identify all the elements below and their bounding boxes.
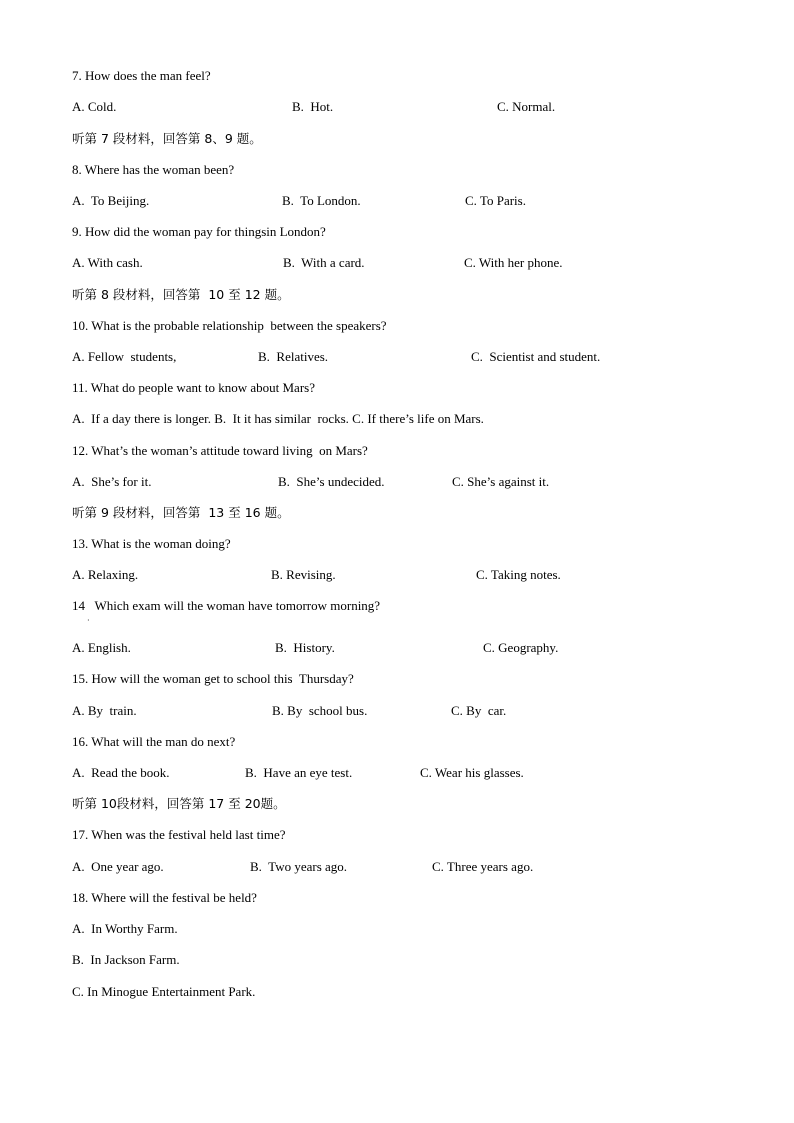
option-a: A. She’s for it. [72,474,152,489]
section-heading-10: 听第 10段材料，回答第 17 至 20题。 [72,796,286,811]
section-heading-9: 听第 9 段材料，回答第 13 至 16 题。 [72,505,290,520]
section-heading-7: 听第 7 段材料，回答第 8、9 题。 [72,131,262,146]
question-stem: 8. Where has the woman been? [72,162,235,177]
option-a: A. Fellow students, [72,349,177,364]
question-stem: 11. What do people want to know about Mars? [72,380,315,395]
section-heading-8: 听第 8 段材料，回答第 10 至 12 题。 [72,287,290,302]
option-c: C. In Minogue Entertainment Park. [72,984,256,999]
option-c: C. She’s against it. [452,474,550,489]
question-stem: 13. What is the woman doing? [72,536,231,551]
question-stem: 7. How does the man feel? [72,68,211,83]
option-c: C. With her phone. [464,255,563,270]
option-b: B. By school bus. [272,703,368,718]
option-b: B. Relatives. [258,349,329,364]
question-stem: 17. When was the festival held last time? [72,827,286,842]
question-stem: 14 Which exam will the woman have tomorrow morning? [72,598,381,613]
option-a: A. Relaxing. [72,567,139,582]
option-a: A. English. [72,640,131,655]
options-inline: A. If a day there is longer. B. It it has similar rocks. C. If there’s life on Mars. [72,411,484,426]
question-stem: 15. How will the woman get to school this Thursday? [72,671,354,686]
option-c: C. Taking notes. [476,567,561,582]
option-a: A. With cash. [72,255,143,270]
option-b: B. With a card. [283,255,365,270]
option-a: A. Cold. [72,99,117,114]
option-c: C. Wear his glasses. [420,765,524,780]
option-b: B. Hot. [292,99,334,114]
stray-mark: · [87,616,90,625]
option-c: C. Normal. [497,99,556,114]
question-stem: 18. Where will the festival be held? [72,890,257,905]
option-b: B. In Jackson Farm. [72,952,180,967]
option-b: B. She’s undecided. [278,474,385,489]
option-a: A. One year ago. [72,859,164,874]
option-c: C. Geography. [483,640,559,655]
option-c: C. Three years ago. [432,859,534,874]
question-stem: 10. What is the probable relationship between the speakers? [72,318,387,333]
question-stem: 12. What’s the woman’s attitude toward living on Mars? [72,443,368,458]
option-c: C. By car. [451,703,507,718]
question-stem: 9. How did the woman pay for thingsin London? [72,224,326,239]
option-b: B. Revising. [271,567,336,582]
option-c: C. To Paris. [465,193,526,208]
option-b: B. Two years ago. [250,859,348,874]
option-b: B. Have an eye test. [245,765,353,780]
option-a: A. By train. [72,703,137,718]
option-a: A. To Beijing. [72,193,150,208]
option-c: C. Scientist and student. [471,349,601,364]
option-b: B. To London. [282,193,361,208]
option-a: A. Read the book. [72,765,170,780]
question-stem: 16. What will the man do next? [72,734,236,749]
option-b: B. History. [275,640,335,655]
option-a: A. In Worthy Farm. [72,921,178,936]
